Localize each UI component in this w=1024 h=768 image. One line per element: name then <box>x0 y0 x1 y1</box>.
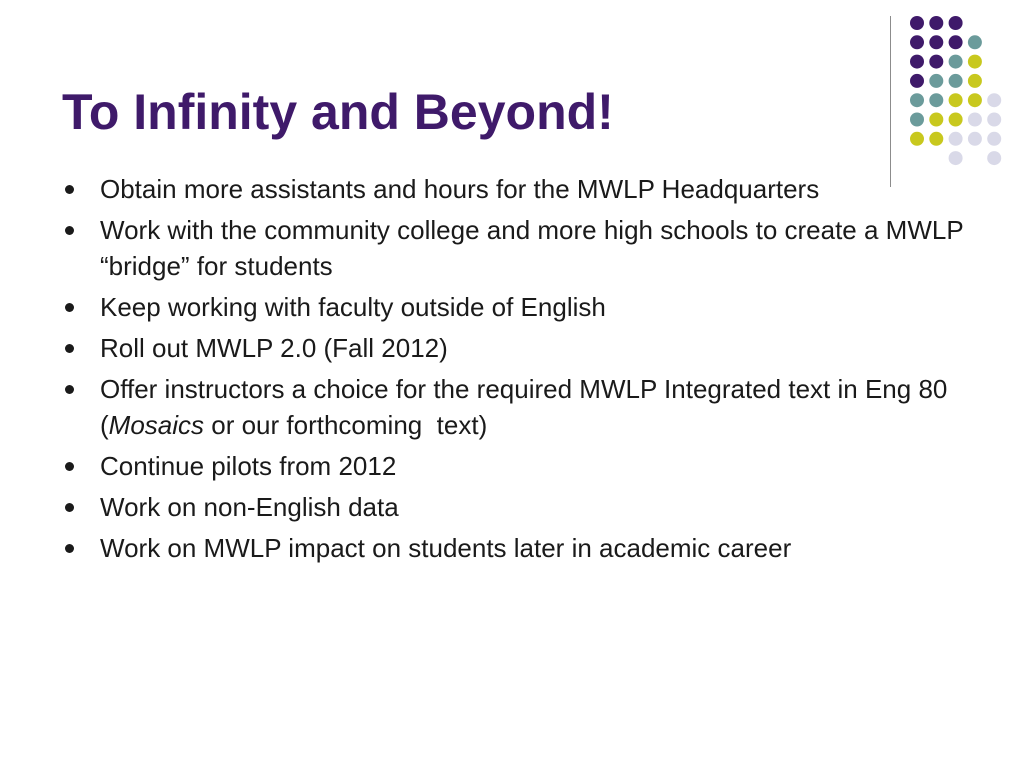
decorative-dot <box>968 93 982 107</box>
bullet-list <box>62 171 982 571</box>
bullet-text: Keep working with faculty outside of English <box>100 292 606 322</box>
bullet-icon <box>65 185 74 194</box>
decorative-dot <box>929 16 943 30</box>
decorative-dot <box>949 16 963 30</box>
decorative-dot <box>949 151 963 165</box>
decorative-dot <box>987 93 1001 107</box>
bullet-icon <box>65 226 74 235</box>
bullet-item <box>62 212 982 284</box>
bullet-item <box>62 489 982 525</box>
slide-title: To Infinity and Beyond! <box>62 84 614 140</box>
decorative-dot <box>910 16 924 30</box>
decorative-dot <box>929 113 943 127</box>
decorative-dot <box>949 113 963 127</box>
decorative-dot <box>968 74 982 88</box>
decorative-dot <box>968 132 982 146</box>
bullet-item <box>62 330 982 366</box>
decorative-dot <box>949 74 963 88</box>
bullet-item <box>62 371 982 443</box>
decorative-dot <box>929 35 943 49</box>
decorative-dot <box>949 55 963 69</box>
decorative-dot <box>987 113 1001 127</box>
decorative-dot <box>949 93 963 107</box>
book-title: Mosaics <box>108 410 205 440</box>
decorative-dot <box>910 35 924 49</box>
decorative-dot <box>949 35 963 49</box>
bullet-icon <box>65 462 74 471</box>
decorative-dot <box>968 35 982 49</box>
bullet-item <box>62 448 982 484</box>
bullet-item <box>62 171 982 207</box>
decorative-dot <box>987 132 1001 146</box>
bullet-text: Obtain more assistants and hours for the MWLP Headquarters <box>100 174 820 204</box>
decorative-dot <box>910 74 924 88</box>
bullet-text: Roll out MWLP 2.0 (Fall 2012) <box>100 333 448 363</box>
bullet-text-part: or our forthcoming text) <box>204 410 488 440</box>
bullet-icon <box>65 503 74 512</box>
bullet-icon <box>65 385 74 394</box>
bullet-icon <box>65 344 74 353</box>
decorative-dot <box>910 132 924 146</box>
decorative-dot <box>910 93 924 107</box>
decorative-dot <box>929 55 943 69</box>
decorative-dot <box>910 55 924 69</box>
bullet-item <box>62 530 982 566</box>
decorative-dot <box>968 55 982 69</box>
decorative-dot <box>929 74 943 88</box>
bullet-text: Continue pilots from 2012 <box>100 451 397 481</box>
bullet-text: Work on MWLP impact on students later in academic career <box>100 533 792 563</box>
decorative-dot <box>929 93 943 107</box>
bullet-item <box>62 289 982 325</box>
bullet-icon <box>65 544 74 553</box>
bullet-text-part: Offer instructors a choice for the required MWLP Integrated text in Eng 80 ( <box>100 374 948 440</box>
decorative-dot <box>987 151 1001 165</box>
bullet-text: Work with the community college and more high schools to create a MWLP “bridge” for students <box>100 215 964 281</box>
vertical-divider <box>890 16 891 187</box>
decorative-dot <box>949 132 963 146</box>
decorative-dot <box>968 113 982 127</box>
bullet-icon <box>65 303 74 312</box>
decorative-dot <box>910 113 924 127</box>
decorative-dot <box>929 132 943 146</box>
bullet-text: Work on non-English data <box>100 492 399 522</box>
